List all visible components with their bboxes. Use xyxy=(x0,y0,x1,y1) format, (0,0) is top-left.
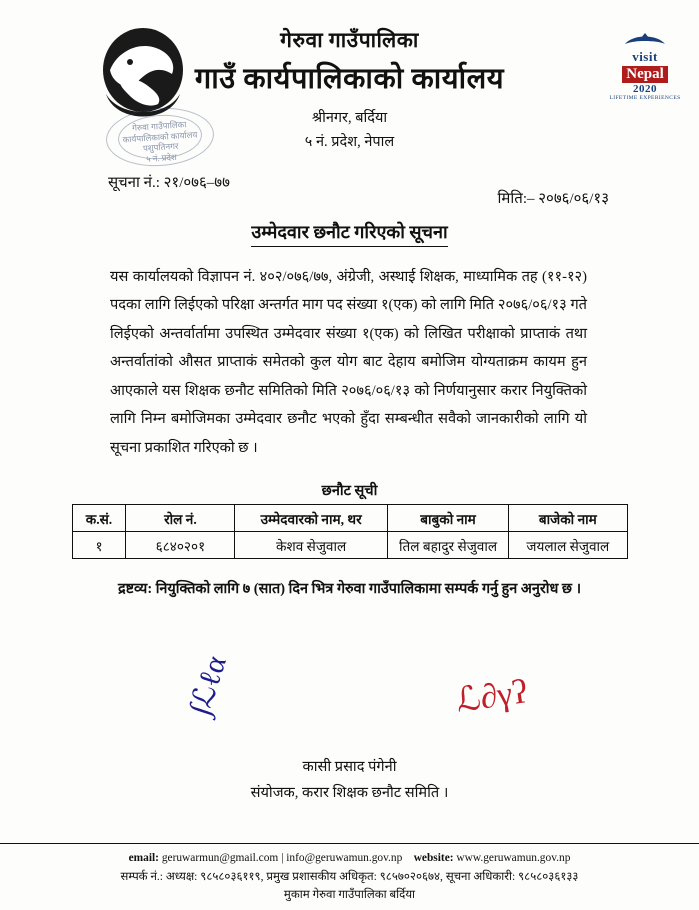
signatory-block xyxy=(0,754,699,807)
footnote: द्रष्टव्य: नियुक्तिको लागि ७ (सात) दिन भित्र गेरुवा गाउँपालिकामा सम्पर्क गर्नु हुन अनुरोध छ । xyxy=(118,581,582,598)
visit-nepal-word: Nepal xyxy=(622,66,668,83)
office-identity xyxy=(0,26,699,151)
notice-number: सूचना नं.: २१/०७६–७७ xyxy=(108,175,230,191)
table-row xyxy=(72,532,627,559)
column-header-roll: रोल नं. xyxy=(126,505,235,532)
right-signature-mark: ℒ∂γʔ xyxy=(453,673,530,720)
selection-table xyxy=(72,504,628,559)
footer-contact-line xyxy=(0,850,699,868)
office-address: श्रीनगर, बर्दिया xyxy=(311,110,388,126)
email-value: geruwarmun@gmail.com | info@geruwamun.gov.np xyxy=(161,852,403,864)
document-footer xyxy=(0,843,699,910)
page-title-text: उम्मेदवार छनौट गरिएको सूचना xyxy=(251,220,447,247)
column-header-candidate-name: उम्मेदवारको नाम, थर xyxy=(235,505,388,532)
cell-sn: १ xyxy=(72,532,126,559)
visit-nepal-year: 2020 xyxy=(633,83,657,95)
reference-line xyxy=(0,172,699,207)
footer-location-line: मुकाम गेरुवा गाउँपालिका बर्दिया xyxy=(283,887,416,901)
municipality-name: गेरुवा गाउँपालिका xyxy=(280,28,419,52)
office-name: गाउँ कार्यपालिकाको कार्यालय xyxy=(194,63,505,95)
website-label: website: xyxy=(413,852,454,864)
visit-nepal-title: visit xyxy=(632,49,658,64)
cell-candidate-name: केशव सेजुवाल xyxy=(235,532,388,559)
footer-phone-line: सम्पर्क नं.: अध्यक्ष: ९८५८०३६११९, प्रमुख प्रशासकीय अधिकृत: ९८५७०२०६७४, सूचना अधिकारी: ९८५८०३६१३३ xyxy=(120,869,579,883)
column-header-father-name: बाबुको नाम xyxy=(387,505,508,532)
seal-text: गेरुवा गाउँपालिका कार्यपालिकाको कार्यालय पशुपतिनगर ५ नं. प्रदेश xyxy=(122,119,198,164)
document-header xyxy=(0,0,699,164)
table-header-row xyxy=(72,505,627,532)
column-header-sn: क.सं. xyxy=(72,505,126,532)
cell-father-name: तिल बहादुर सेजुवाल xyxy=(387,532,508,559)
visit-nepal-tagline: LIFETIME EXPERIENCES xyxy=(609,95,681,101)
visit-nepal-logo xyxy=(609,32,681,101)
column-header-grandfather-name: बाजेको नाम xyxy=(509,505,627,532)
notice-date: मिति:– २०७६/०६/१३ xyxy=(497,191,609,207)
cell-roll: ६८४०२०१ xyxy=(126,532,235,559)
notice-body: यस कार्यालयको विज्ञापन नं. ४०२/०७६/७७, अंग्रेजी, अस्थाई शिक्षक, माध्यामिक तह (११-१२) पदका लागि लिईएको परिक्षा अन्तर्गत माग पद संख्या १(एक) को लागि मिति २०७६/०६/१३ गते लिईएको अन्तर्वार्तामा उपस्थित उम्मेदवार संख्या १(एक) को लिखित परीक्षाको प्राप्ताकं तथा अन्तर्वातांको औसत प्राप्ताकं समेतको कुल योग बाट देहाय बमोजिम योग्यताक्रम कायम हुन आएकाले यस शिक्षक छनौट समितिको मिति २०७६/०६/१३ को निर्णयानुसार करार नियुक्तिको लागि निम्न बमोजिमका उम्मेदवार छनौट भएको हुँदा सम्बन्धीत सवैको जानकारीको लागि यो सूचना प्रकाशित गरिएको छ । xyxy=(110,269,587,456)
website-value: www.geruwamun.gov.np xyxy=(456,852,571,864)
cell-grandfather-name: जयलाल सेजुवाल xyxy=(509,532,627,559)
signature-area xyxy=(0,652,699,838)
signatory-role: संयोजक, करार शिक्षक छनौट समिति । xyxy=(250,785,449,802)
page-title xyxy=(0,220,699,247)
signatory-name: कासी प्रसाद पंगेनी xyxy=(302,759,397,776)
left-signature-mark: ∫ℒℓα xyxy=(183,652,233,720)
table-caption: छनौट सूची xyxy=(321,483,378,500)
office-province: ५ नं. प्रदेश, नेपाल xyxy=(304,134,395,150)
email-label: email: xyxy=(128,852,159,864)
